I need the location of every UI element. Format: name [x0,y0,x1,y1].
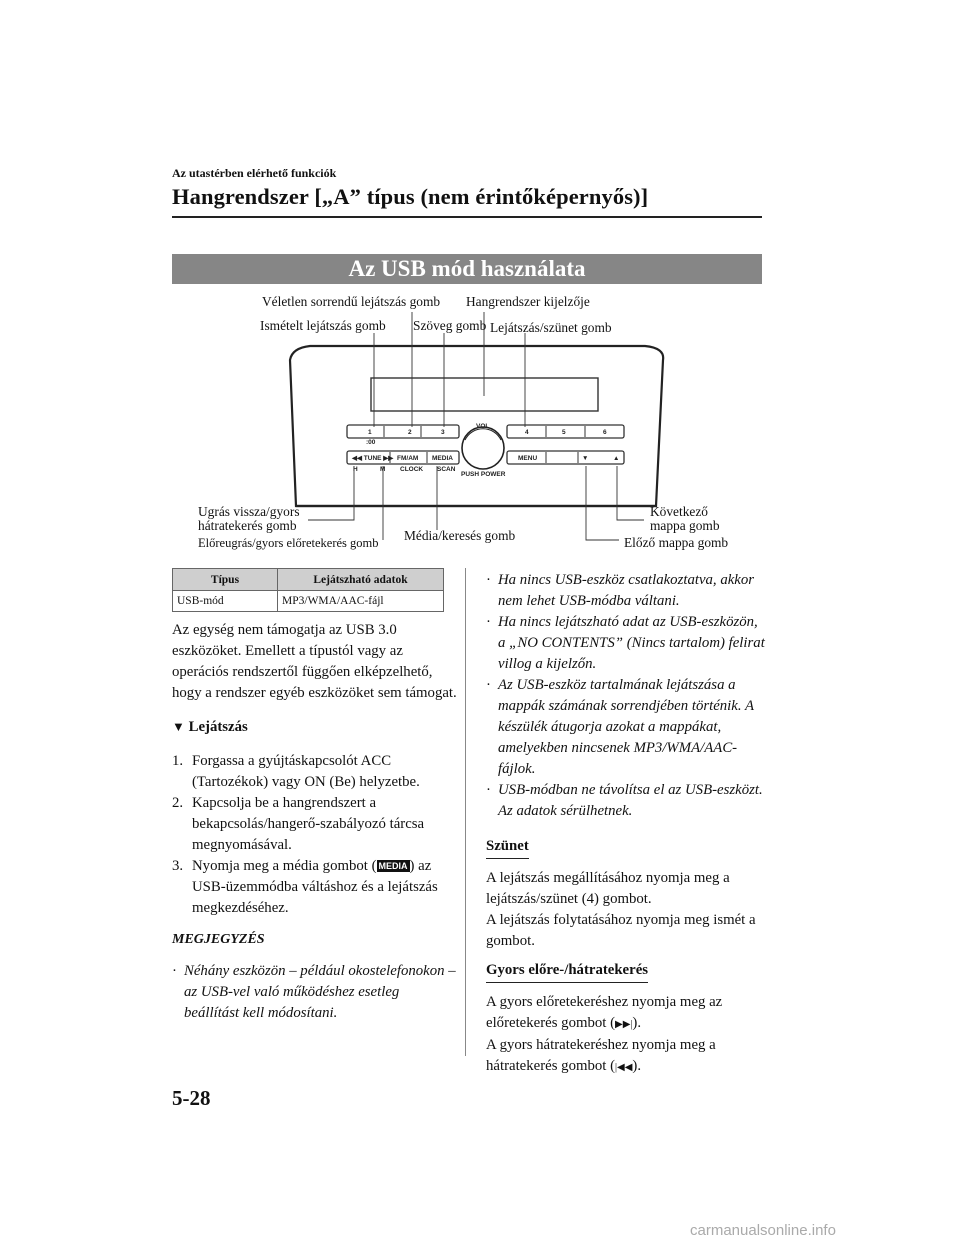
label-skip-forward: Előreugrás/gyors előretekerés gomb [198,536,379,550]
preset-3: 3 [441,429,445,436]
display-window [371,378,598,411]
intro-paragraph: Az egység nem támogatja az USB 3.0 eszközöket. Emellett a típustól vagy az operációs rendszertől függően elképzelhető, hogy a rendszer egyéb eszközöket sem támogat. [172,622,457,701]
page-number: 5-28 [172,1086,211,1110]
list-item: · Ha nincs USB-eszköz csatlakoztatva, akkor nem lehet USB-módba váltani. [486,572,755,609]
list-item: 1. Forgassa a gyújtáskapcsolót ACC (Tartozékok) vagy ON (Be) helyzetbe. [172,753,420,790]
pause-heading: Szünet [486,836,529,859]
table-row [173,591,444,612]
label-next-folder-2: mappa gomb [650,518,720,533]
rewind-icon: |◀◀ [615,1062,633,1073]
list-item: · Az USB-eszköz tartalmának lejátszása a mappák számának sorrendjében történik. A készülék átugorja azokat a mappákat, amelyekben nincsenek MP3/WMA/AAC-fájlok. [486,677,754,777]
preset-6: 6 [603,429,607,436]
rewind-paragraph: A gyors hátratekeréshez nyomja meg a hátratekerés gombot (|◀◀). [486,1037,716,1074]
volume-knob [462,427,504,469]
fast-forward-heading: Gyors előre-/hátratekerés [486,960,648,983]
note-list-continued [486,570,766,822]
media-button-icon: MEDIA [378,861,408,871]
note-list [172,961,458,1024]
playback-title: Lejátszás [188,719,248,735]
section-banner: Az USB mód használata [172,254,762,284]
note-title: MEGJEGYZÉS [172,932,265,947]
watermark: carmanualsonline.info [690,1222,836,1239]
label-repeat: Ismételt lejátszás gomb [260,318,386,333]
label-skip-back-1: Ugrás vissza/gyors [198,504,300,519]
label-text: Szöveg gomb [413,318,487,333]
preset-4: 4 [525,429,529,436]
label-skip-back-2: hátratekerés gomb [198,518,297,533]
section-label: Az utastérben elérhető funkciók [172,166,337,180]
playback-steps [172,751,458,919]
callout-skipback [308,466,354,520]
tune-label: ◀◀ TUNE ▶▶ [352,455,394,462]
preset-2: 2 [408,429,412,436]
label-play-pause: Lejátszás/szünet gomb [490,320,612,335]
right-column [486,570,766,1086]
fast-forward-paragraph: A gyors előretekeréshez nyomja meg az előretekerés gombot (▶▶|). [486,994,723,1031]
clock-label: CLOCK [400,466,424,473]
fmam-label: FM/AM [397,455,419,462]
column-divider [465,568,466,1056]
list-item: · Néhány eszközön – például okostelefonokon – az USB-vel való működéshez esetleg beállítást kell módosítani. [172,963,456,1021]
table-cell-type: USB-mód [173,591,278,612]
callout-nextfolder [617,466,644,520]
colon00-label: :00 [366,439,376,446]
table-cell-data: MP3/WMA/AAC-fájl [278,591,444,612]
down-label: ▼ [582,455,589,462]
preset-5: 5 [562,429,566,436]
push-power-label: PUSH POWER [461,471,506,478]
list-item: · Ha nincs lejátszható adat az USB-eszközön, a „NO CONTENTS” (Nincs tartalom) felirat villog a kijelzőn. [486,614,765,672]
playback-heading [172,716,458,738]
page-title: Hangrendszer [„A” típus (nem érintőképernyős)] [172,184,649,209]
scan-label: SCAN [437,466,456,473]
label-next-folder-1: Következő [650,504,709,519]
list-item: 2. Kapcsolja be a hangrendszert a bekapcsolás/hangerő-szabályozó tárcsa megnyomásával. [172,795,425,853]
up-label: ▲ [613,455,620,462]
fast-forward-icon: ▶▶| [615,1019,633,1030]
playable-data-table [172,568,444,612]
vol-label: VOL [476,423,490,430]
callout-prevfolder [586,466,619,540]
m-label: M [380,466,386,473]
h-label: H [353,466,358,473]
table-header-row [173,569,444,591]
label-prev-folder: Előző mappa gomb [624,535,729,550]
media-label: MEDIA [432,455,453,462]
menu-label: MENU [518,455,538,462]
preset-1: 1 [368,429,372,436]
pause-paragraph-2: A lejátszás folytatásához nyomja meg ismét a gombot. [486,912,756,949]
table-header-type: Típus [173,569,278,591]
table-header-data: Lejátszható adatok [278,569,444,591]
left-column [172,620,458,1024]
pause-paragraph-1: A lejátszás megállításához nyomja meg a lejátszás/szünet (4) gombot. [486,870,730,907]
label-media-search: Média/keresés gomb [404,528,516,543]
label-random: Véletlen sorrendű lejátszás gomb [262,294,441,309]
triangle-down-icon: ▼ [172,719,185,734]
list-item: 3. Nyomja meg a média gombot ( MEDIA ) az USB-üzemmódba váltáshoz és a lejátszás megkezdéséhez. [172,858,438,916]
label-display: Hangrendszer kijelzője [466,294,590,309]
list-item: · USB-módban ne távolítsa el az USB-eszközt. Az adatok sérülhetnek. [486,782,763,819]
